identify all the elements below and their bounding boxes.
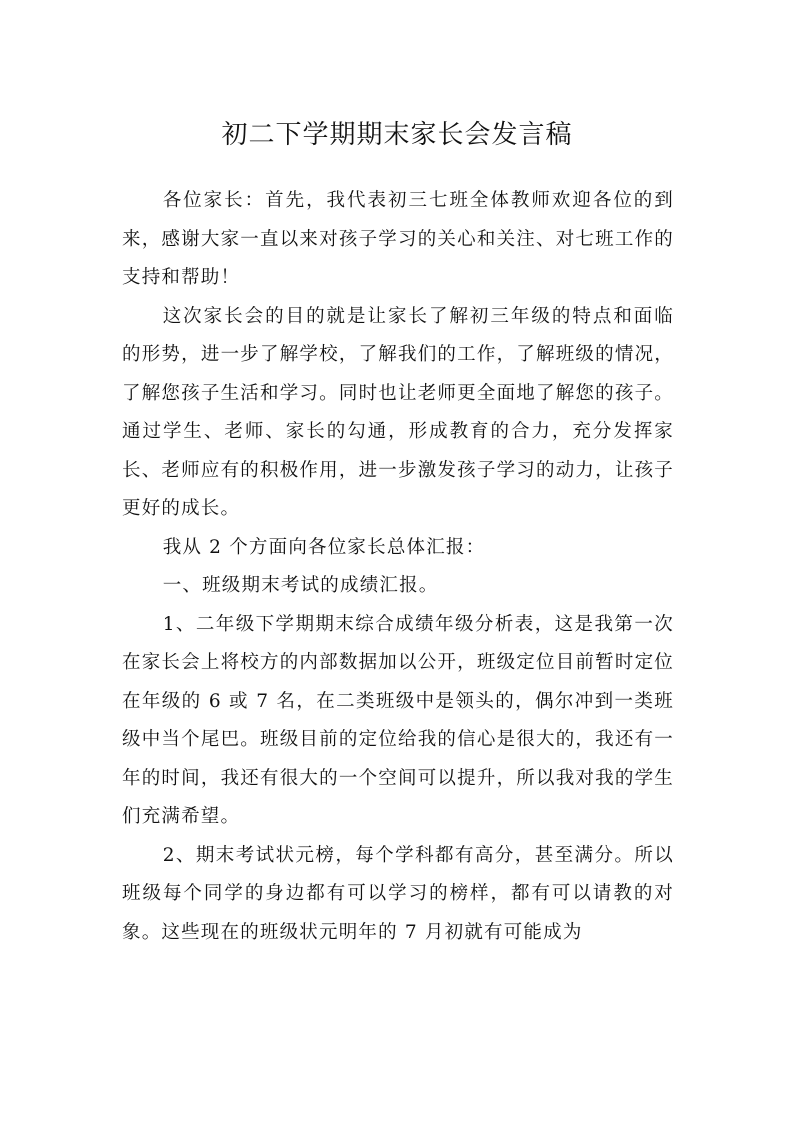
- paragraph-purpose: 这次家长会的目的就是让家长了解初三年级的特点和面临的形势，进一步了解学校，了解我们的工作，了解班级的情况，了解您孩子生活和学习。同时也让老师更全面地了解您的孩子。通过学生、老师、家长的勾通，形成教育的合力，充分发挥家长、老师应有的积极作用，进一步激发孩子学习的动力，让孩子更好的成长。: [122, 305, 674, 519]
- document-body: [122, 182, 674, 952]
- paragraph-greeting: 各位家长：首先，我代表初三七班全体教师欢迎各位的到来，感谢大家一直以来对孩子学习的关心和关注、对七班工作的支持和帮助！: [122, 190, 674, 288]
- paragraph-point-1: 1、二年级下学期期末综合成绩年级分析表，这是我第一次在家长会上将校方的内部数据加以公开，班级定位目前暂时定位在年级的 6 或 7 名，在二类班级中是领头的，偶尔冲到一类班级中当个尾巴。班级目前的定位给我的信心是很大的，我还有一年的时间，我还有很大的一个空间可以提升，所以我对我的学生们充满希望。: [122, 613, 674, 827]
- paragraph-report-intro: 我从 2 个方面向各位家长总体汇报：: [162, 536, 486, 558]
- document-title: 初二下学期期末家长会发言稿: [221, 120, 573, 151]
- section-heading-exam-results: 一、班级期末考试的成绩汇报。: [162, 575, 439, 596]
- paragraph-point-2: 2、期末考试状元榜，每个学科都有高分，甚至满分。所以班级每个同学的身边都有可以学习的榜样，都有可以请教的对象。这些现在的班级状元明年的 7 月初就有可能成为: [122, 844, 674, 943]
